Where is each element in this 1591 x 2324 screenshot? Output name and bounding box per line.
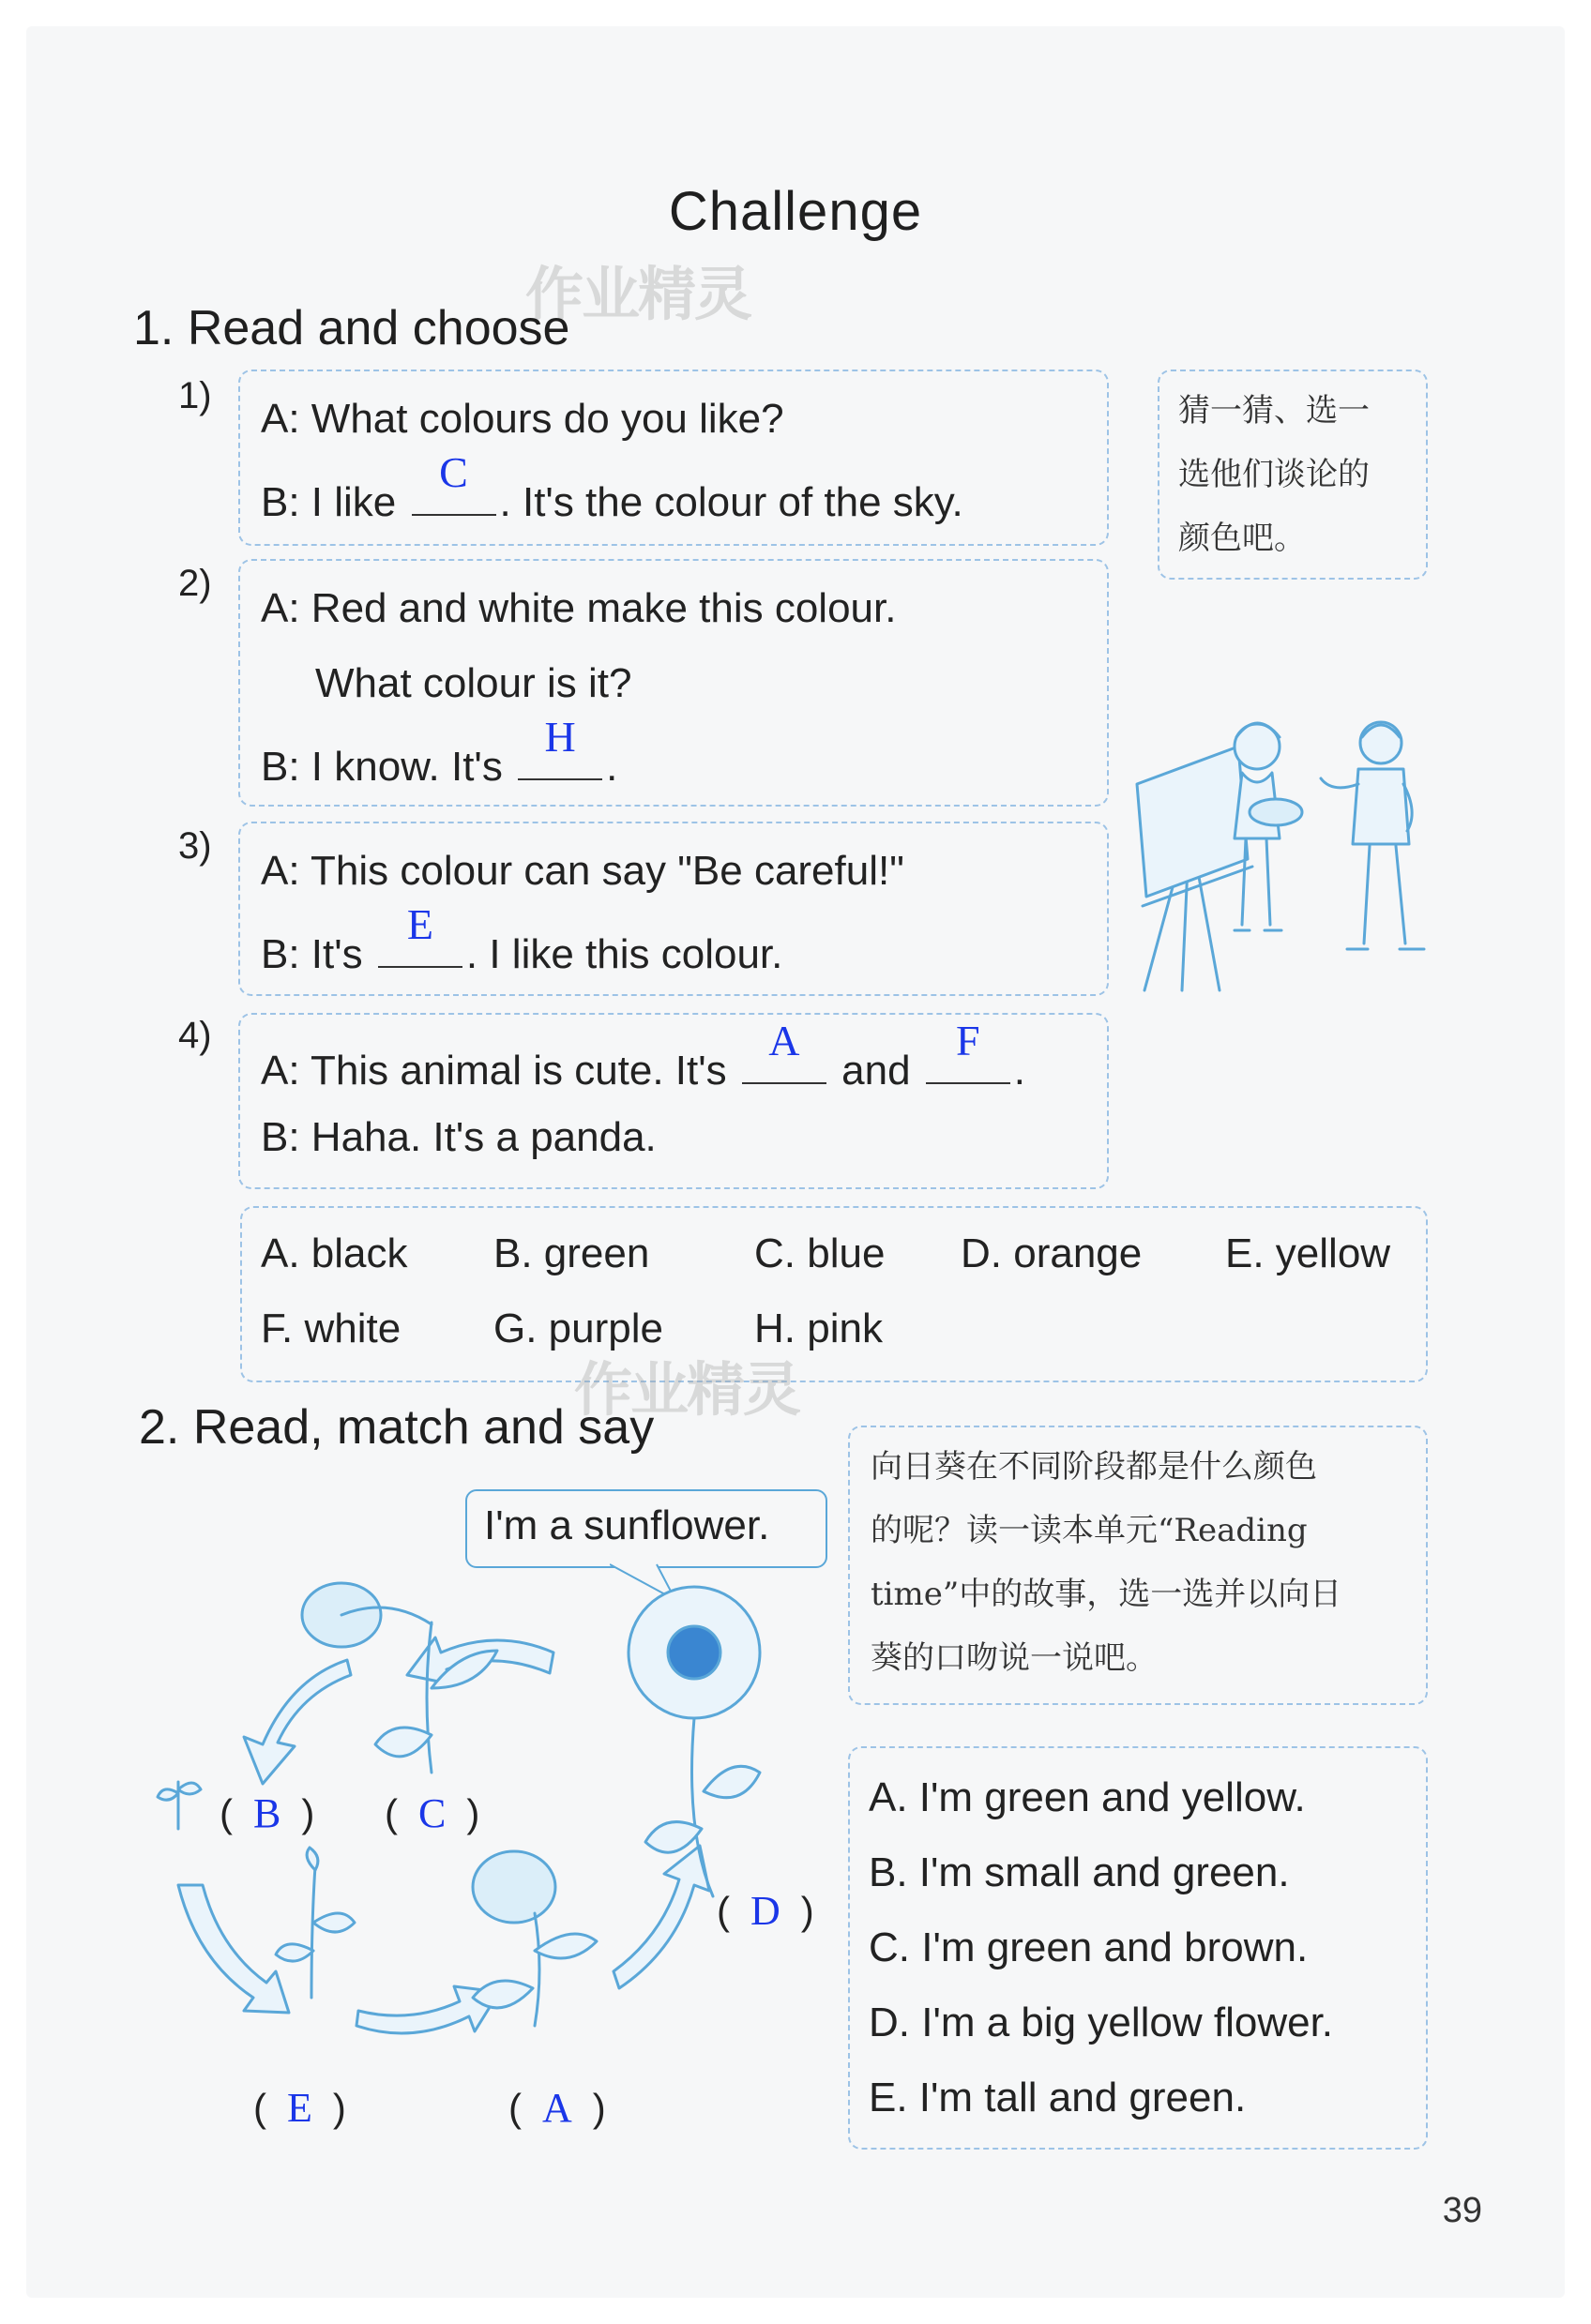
stage-label-b: ( B ) bbox=[220, 1790, 315, 1836]
item2-answer: H bbox=[544, 712, 576, 761]
item4-answer1: A bbox=[768, 1016, 800, 1064]
sentence-e: E. I'm tall and green. bbox=[869, 2075, 1247, 2120]
stage-label-a: ( A ) bbox=[508, 2085, 606, 2131]
item3-blank bbox=[378, 899, 462, 968]
stage-label-e: ( E ) bbox=[253, 2085, 346, 2131]
section2-heading: 2. Read, match and say bbox=[139, 1400, 655, 1455]
option-g: G. purple bbox=[493, 1305, 663, 1351]
option-a: A. black bbox=[261, 1230, 408, 1276]
item2-a-line1: A: Red and white make this colour. bbox=[261, 585, 897, 631]
item4-blank2 bbox=[926, 1016, 1010, 1084]
stage-answer-a: A bbox=[542, 2085, 572, 2131]
section1-heading: 1. Read and choose bbox=[133, 301, 570, 355]
sentence-b: B. I'm small and green. bbox=[869, 1849, 1290, 1895]
kids-painting-illustration bbox=[1126, 709, 1435, 1000]
option-e: E. yellow bbox=[1225, 1230, 1391, 1276]
speech-text: I'm a sunflower. bbox=[484, 1502, 770, 1548]
option-h: H. pink bbox=[754, 1305, 883, 1351]
hint-text-2: 向日葵在不同阶段都是什么颜色 的呢？读一读本单元“Reading time”中的故事，选一选并以向日 葵的口吻说一说吧。 bbox=[871, 1448, 1342, 1677]
stage-answer-d: D bbox=[750, 1888, 780, 1934]
option-f: F. white bbox=[261, 1305, 402, 1351]
item2-blank bbox=[518, 712, 602, 780]
option-b: B. green bbox=[493, 1230, 650, 1276]
stage-label-c: ( C ) bbox=[385, 1790, 480, 1836]
watermark-2: 作业精灵 bbox=[574, 1355, 800, 1424]
sentence-d: D. I'm a big yellow flower. bbox=[869, 2000, 1334, 2045]
item3-a-line: A: This colour can say "Be careful!" bbox=[261, 848, 904, 894]
item1-answer: C bbox=[439, 447, 468, 496]
item4-answer2: F bbox=[955, 1016, 980, 1064]
item1-a-line: A: What colours do you like? bbox=[261, 396, 784, 442]
easel bbox=[1137, 747, 1252, 990]
small-plant bbox=[276, 1848, 355, 1998]
seedling bbox=[158, 1782, 201, 1829]
item4-blank1 bbox=[742, 1016, 826, 1084]
stage-answer-b: B bbox=[253, 1790, 281, 1836]
stage-answer-e: E bbox=[287, 2085, 312, 2131]
item2-a-line2: What colour is it? bbox=[315, 660, 632, 706]
budding-sunflower bbox=[473, 1851, 597, 2026]
item1-b-line bbox=[261, 447, 963, 526]
item2-number: 2) bbox=[178, 563, 212, 604]
item1-blank bbox=[412, 447, 496, 516]
option-d: D. orange bbox=[961, 1230, 1143, 1276]
item2-b-line: B: I know. It's H . bbox=[261, 712, 618, 791]
item1-number: 1) bbox=[178, 375, 212, 416]
sentence-c: C. I'm green and brown. bbox=[869, 1924, 1309, 1970]
item1-b-post: . It's the colour of the sky. bbox=[499, 479, 963, 526]
option-c: C. blue bbox=[754, 1230, 886, 1276]
item1-b-pre: B: I like bbox=[261, 479, 397, 526]
hint-text-1: 猜一猜、选一 选他们谈论的 颜色吧。 bbox=[1178, 392, 1370, 557]
sentence-a: A. I'm green and yellow. bbox=[869, 1774, 1306, 1820]
item4-a-line: A: This animal is cute. It's A and F . bbox=[261, 1016, 1026, 1094]
boy-figure bbox=[1321, 722, 1424, 949]
item3-number: 3) bbox=[178, 825, 212, 867]
item4-number: 4) bbox=[178, 1015, 212, 1056]
page-number: 39 bbox=[1442, 2191, 1482, 2230]
item3-b-line: B: It's E . I like this colour. bbox=[261, 899, 783, 978]
stage-label-d: ( D ) bbox=[717, 1888, 814, 1934]
stage-answer-c: C bbox=[418, 1790, 447, 1836]
watermark: 作业精灵 bbox=[525, 260, 751, 328]
item4-b-line: B: Haha. It's a panda. bbox=[261, 1114, 657, 1160]
item3-answer: E bbox=[406, 899, 433, 948]
page-title: Challenge bbox=[668, 181, 923, 242]
girl-figure bbox=[1235, 723, 1302, 930]
